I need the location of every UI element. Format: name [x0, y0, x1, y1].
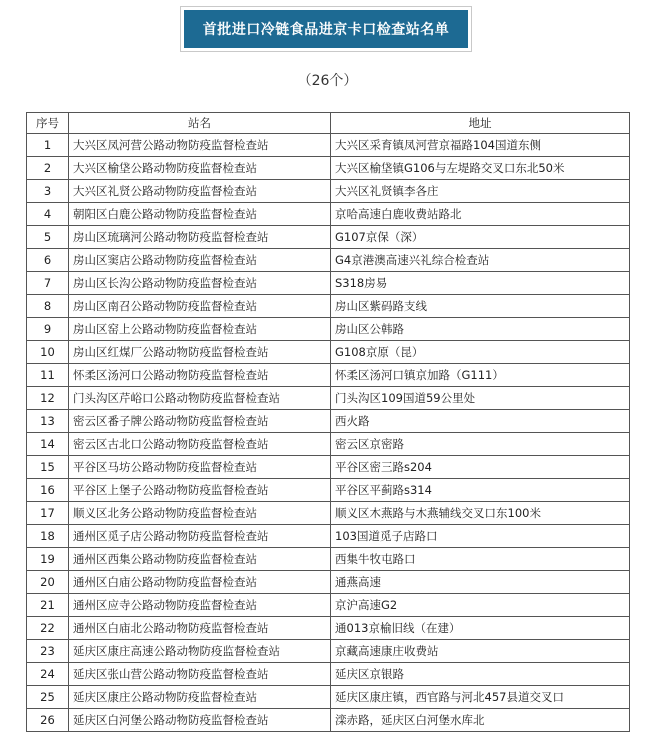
- row-station-name: 通州区白庙公路动物防疫监督检查站: [69, 571, 331, 594]
- row-index: 8: [27, 295, 69, 318]
- row-index: 21: [27, 594, 69, 617]
- row-address: 怀柔区汤河口镇京加路（G111）: [331, 364, 630, 387]
- row-station-name: 延庆区张山营公路动物防疫监督检查站: [69, 663, 331, 686]
- header-station-name: 站名: [69, 113, 331, 134]
- table-row: [27, 272, 630, 295]
- table-row: [27, 364, 630, 387]
- row-address: G108京原（昆）: [331, 341, 630, 364]
- row-station-name: 平谷区上堡子公路动物防疫监督检查站: [69, 479, 331, 502]
- row-address: 西火路: [331, 410, 630, 433]
- row-station-name: 房山区窦店公路动物防疫监督检查站: [69, 249, 331, 272]
- table-row: [27, 640, 630, 663]
- header-index: 序号: [27, 113, 69, 134]
- row-index: 13: [27, 410, 69, 433]
- table-row: [27, 157, 630, 180]
- row-station-name: 通州区觅子店公路动物防疫监督检查站: [69, 525, 331, 548]
- table-row: [27, 203, 630, 226]
- row-address: 通燕高速: [331, 571, 630, 594]
- row-address: 延庆区康庄镇，西官路与河北457县道交叉口: [331, 686, 630, 709]
- row-station-name: 房山区窑上公路动物防疫监督检查站: [69, 318, 331, 341]
- row-station-name: 大兴区礼贤公路动物防疫监督检查站: [69, 180, 331, 203]
- table-row: [27, 548, 630, 571]
- row-address: 顺义区木燕路与木燕辅线交叉口东100米: [331, 502, 630, 525]
- row-index: 17: [27, 502, 69, 525]
- row-index: 26: [27, 709, 69, 732]
- row-station-name: 延庆区康庄公路动物防疫监督检查站: [69, 686, 331, 709]
- row-station-name: 房山区琉璃河公路动物防疫监督检查站: [69, 226, 331, 249]
- row-address: G4京港澳高速兴礼综合检查站: [331, 249, 630, 272]
- row-index: 1: [27, 134, 69, 157]
- row-index: 11: [27, 364, 69, 387]
- table-row: [27, 341, 630, 364]
- row-address: S318房易: [331, 272, 630, 295]
- table-row: [27, 663, 630, 686]
- row-station-name: 大兴区凤河营公路动物防疫监督检查站: [69, 134, 331, 157]
- table-row: [27, 502, 630, 525]
- row-address: G107京保（深）: [331, 226, 630, 249]
- table-row: [27, 387, 630, 410]
- row-station-name: 延庆区康庄高速公路动物防疫监督检查站: [69, 640, 331, 663]
- row-station-name: 延庆区白河堡公路动物防疫监督检查站: [69, 709, 331, 732]
- row-station-name: 房山区长沟公路动物防疫监督检查站: [69, 272, 331, 295]
- row-address: 滦赤路，延庆区白河堡水库北: [331, 709, 630, 732]
- table-row: [27, 479, 630, 502]
- row-index: 10: [27, 341, 69, 364]
- row-address: 房山区紫码路支线: [331, 295, 630, 318]
- table-row: [27, 410, 630, 433]
- row-index: 5: [27, 226, 69, 249]
- row-address: 京哈高速白鹿收费站路北: [331, 203, 630, 226]
- row-index: 7: [27, 272, 69, 295]
- table-row: [27, 180, 630, 203]
- row-station-name: 房山区红煤厂公路动物防疫监督检查站: [69, 341, 331, 364]
- table-row: [27, 433, 630, 456]
- row-index: 16: [27, 479, 69, 502]
- table-row: [27, 249, 630, 272]
- row-station-name: 怀柔区汤河口公路动物防疫监督检查站: [69, 364, 331, 387]
- row-index: 19: [27, 548, 69, 571]
- row-station-name: 门头沟区芹峪口公路动物防疫监督检查站: [69, 387, 331, 410]
- row-station-name: 密云区番子牌公路动物防疫监督检查站: [69, 410, 331, 433]
- row-index: 12: [27, 387, 69, 410]
- row-address: 平谷区平蓟路s314: [331, 479, 630, 502]
- row-station-name: 朝阳区白鹿公路动物防疫监督检查站: [69, 203, 331, 226]
- table-row: [27, 226, 630, 249]
- row-address: 密云区京密路: [331, 433, 630, 456]
- table-row: [27, 318, 630, 341]
- row-address: 京沪高速G2: [331, 594, 630, 617]
- row-address: 通013京榆旧线（在建）: [331, 617, 630, 640]
- row-index: 18: [27, 525, 69, 548]
- row-index: 9: [27, 318, 69, 341]
- row-index: 14: [27, 433, 69, 456]
- table-row: [27, 571, 630, 594]
- row-station-name: 顺义区北务公路动物防疫监督检查站: [69, 502, 331, 525]
- station-count: （26个）: [297, 73, 358, 89]
- header-address: 地址: [331, 113, 630, 134]
- row-address: 延庆区京银路: [331, 663, 630, 686]
- row-index: 6: [27, 249, 69, 272]
- row-index: 3: [27, 180, 69, 203]
- table-row: [27, 686, 630, 709]
- row-address: 大兴区榆垡镇G106与左堤路交叉口东北50米: [331, 157, 630, 180]
- table-row: [27, 295, 630, 318]
- table-row: [27, 617, 630, 640]
- table-row: [27, 594, 630, 617]
- row-index: 15: [27, 456, 69, 479]
- row-station-name: 大兴区榆垡公路动物防疫监督检查站: [69, 157, 331, 180]
- row-address: 平谷区密三路s204: [331, 456, 630, 479]
- station-table: [26, 112, 630, 732]
- row-index: 2: [27, 157, 69, 180]
- page-title: 首批进口冷链食品进京卡口检查站名单: [184, 10, 468, 48]
- row-station-name: 通州区西集公路动物防疫监督检查站: [69, 548, 331, 571]
- row-address: 103国道觅子店路口: [331, 525, 630, 548]
- row-station-name: 通州区白庙北公路动物防疫监督检查站: [69, 617, 331, 640]
- table-header-row: [27, 113, 630, 134]
- table-row: [27, 456, 630, 479]
- row-index: 20: [27, 571, 69, 594]
- row-address: 大兴区采育镇凤河营京福路104国道东侧: [331, 134, 630, 157]
- row-station-name: 平谷区马坊公路动物防疫监督检查站: [69, 456, 331, 479]
- row-station-name: 房山区南召公路动物防疫监督检查站: [69, 295, 331, 318]
- table-row: [27, 134, 630, 157]
- row-index: 24: [27, 663, 69, 686]
- title-banner-frame: [180, 6, 472, 52]
- row-station-name: 通州区应寺公路动物防疫监督检查站: [69, 594, 331, 617]
- table-row: [27, 709, 630, 732]
- row-station-name: 密云区古北口公路动物防疫监督检查站: [69, 433, 331, 456]
- row-address: 京藏高速康庄收费站: [331, 640, 630, 663]
- row-index: 23: [27, 640, 69, 663]
- row-address: 西集牛牧屯路口: [331, 548, 630, 571]
- table-body: [27, 134, 630, 732]
- table-row: [27, 525, 630, 548]
- row-address: 门头沟区109国道59公里处: [331, 387, 630, 410]
- row-address: 房山区公韩路: [331, 318, 630, 341]
- row-index: 4: [27, 203, 69, 226]
- row-index: 25: [27, 686, 69, 709]
- row-index: 22: [27, 617, 69, 640]
- row-address: 大兴区礼贤镇李各庄: [331, 180, 630, 203]
